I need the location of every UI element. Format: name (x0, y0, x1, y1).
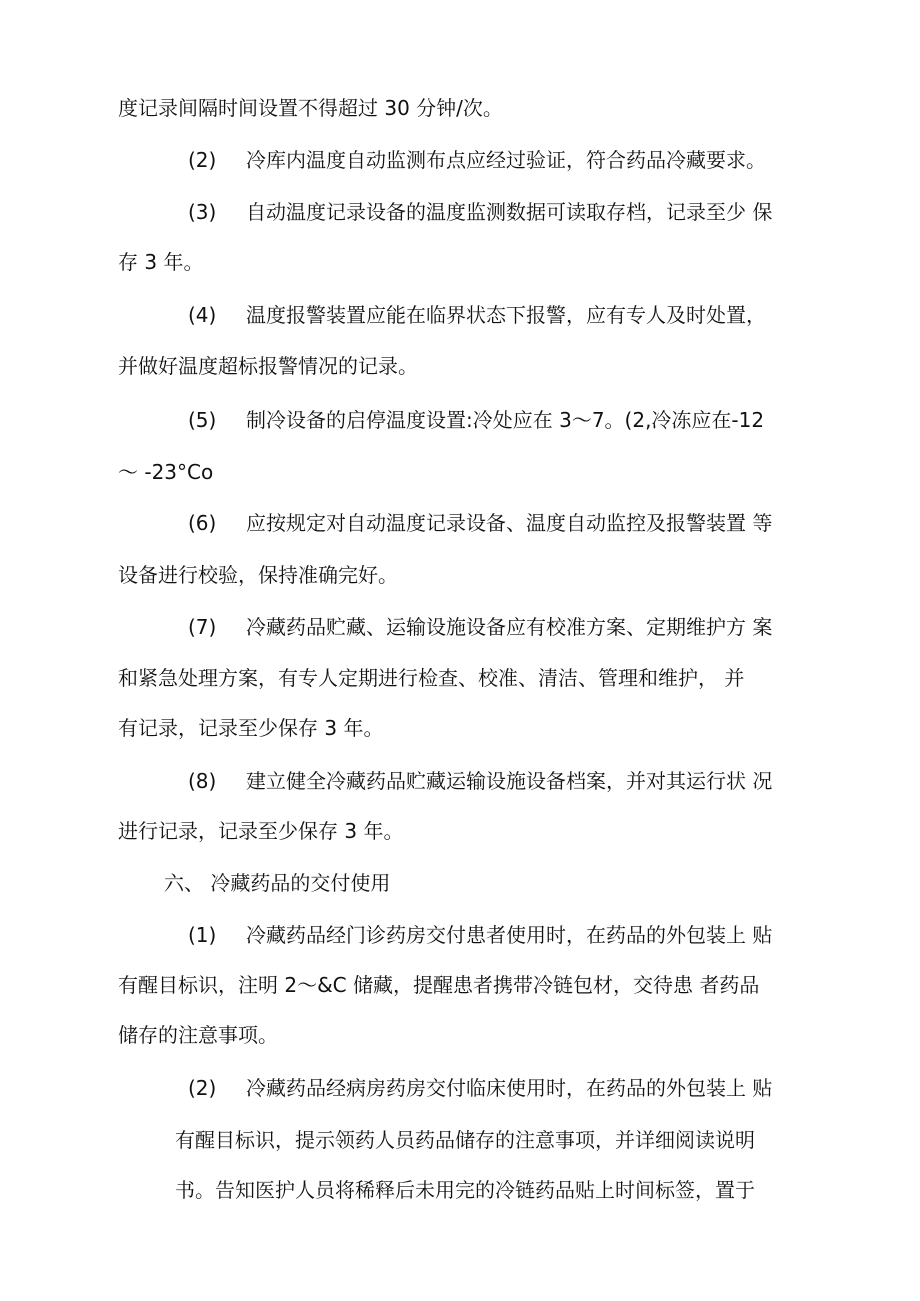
item-number: (5) (188, 408, 217, 432)
text-line: 存 3 年。 (118, 250, 204, 274)
text-line: 度记录间隔时间设置不得超过 30 分钟/次。 (118, 96, 503, 120)
item-number: (3) (188, 200, 217, 224)
text-line: 书。告知医护人员将稀释后未用完的冷链药品贴上时间标签，置于 (175, 1178, 755, 1202)
item-number: (2) (188, 148, 217, 172)
list-item-3: (3) 自动温度记录设备的温度监测数据可读取存档，记录至少 保 (188, 197, 772, 227)
text-line: ～ -23°Co (118, 460, 214, 484)
text-line: 有醒目标识，注明 2～&C 储藏，提醒患者携带冷链包材，交待患 者药品 (118, 973, 760, 997)
item-number: (6) (188, 511, 217, 535)
item-number: (7) (188, 615, 217, 639)
text-line: 进行记录，记录至少保存 3 年。 (118, 819, 404, 843)
list-item-4: (4) 温度报警装置应能在临界状态下报警，应有专人及时处置， (188, 300, 766, 330)
item-number: (4) (188, 303, 217, 327)
list-item-1: (1) 冷藏药品经门诊药房交付患者使用时，在药品的外包装上 贴 (188, 920, 772, 950)
text-line: 并做好温度超标报警情况的记录。 (118, 354, 418, 378)
list-item-2b: (2) 冷藏药品经病房药房交付临床使用时，在药品的外包装上 贴 (188, 1073, 772, 1103)
list-item-2: (2) 冷库内温度自动监测布点应经过验证，符合药品冷藏要求。 (188, 145, 766, 175)
list-item-8: (8) 建立健全冷藏药品贮藏运输设施设备档案，并对其运行状 况 (188, 766, 772, 796)
item-number: (2) (188, 1076, 217, 1100)
text-line: 有记录，记录至少保存 3 年。 (118, 716, 384, 740)
list-item-7: (7) 冷藏药品贮藏、运输设施设备应有校准方案、定期维护方 案 (188, 612, 772, 642)
section-heading: 六、 冷藏药品的交付使用 (164, 871, 391, 895)
text-line: 储存的注意事项。 (118, 1023, 278, 1047)
list-item-5: (5) 制冷设备的启停温度设置:冷处应在 3～7。(2,冷冻应在-12 (188, 405, 764, 435)
text-line: 有醒目标识，提示领药人员药品储存的注意事项，并详细阅读说明 (175, 1128, 755, 1152)
item-number: (1) (188, 923, 217, 947)
text-line: 设备进行校验，保持准确完好。 (118, 563, 398, 587)
item-number: (8) (188, 769, 217, 793)
list-item-6: (6) 应按规定对自动温度记录设备、温度自动监控及报警装置 等 (188, 508, 772, 538)
text-line: 和紧急处理方案，有专人定期进行检查、校准、清洁、管理和维护， 并 (118, 666, 745, 690)
